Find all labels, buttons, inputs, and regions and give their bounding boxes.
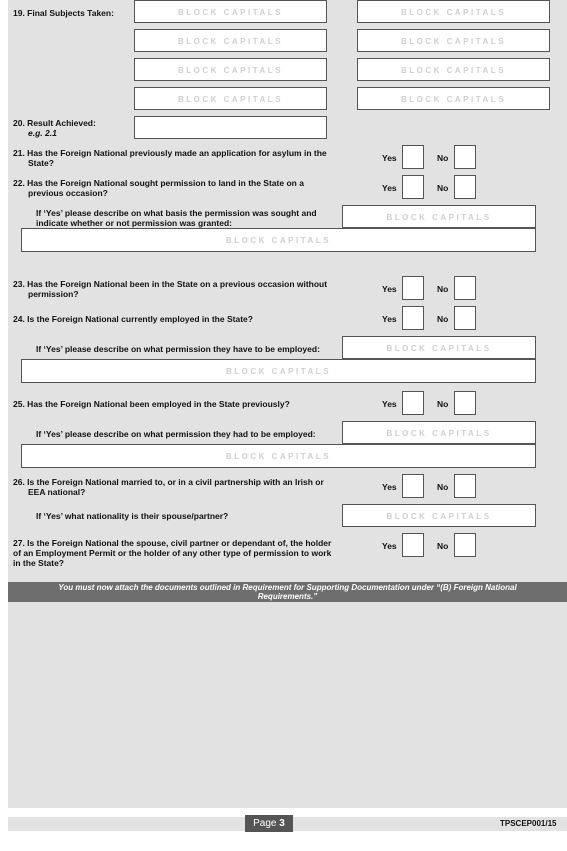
q25-sub: If ‘Yes’ please describe on what permission they had to be employed: (36, 429, 316, 439)
q20-example: e.g. 2.1 (28, 128, 57, 138)
q25-permission-field[interactable]: BLOCK CAPITALS (342, 421, 536, 444)
subject-field-8[interactable]: BLOCK CAPITALS (357, 87, 550, 110)
page-number-badge (245, 815, 293, 832)
q22-label-line1: 22. Has the Foreign National sought permission to land in the State on a (13, 178, 304, 188)
q27-no-checkbox[interactable] (454, 533, 476, 557)
q25-no-label: No (437, 399, 449, 409)
q25-yes-label: Yes (382, 399, 397, 409)
q26-no-label: No (437, 482, 449, 492)
subject-field-4[interactable]: BLOCK CAPITALS (357, 29, 550, 52)
q22-label-line2: previous occasion? (28, 188, 108, 198)
q21-yes-label: Yes (382, 153, 397, 163)
q24-permission-field[interactable]: BLOCK CAPITALS (342, 336, 536, 359)
q21-no-label: No (437, 153, 449, 163)
subject-field-5[interactable]: BLOCK CAPITALS (134, 58, 327, 81)
q23-label-line2: permission? (28, 289, 79, 299)
q24-detail-field[interactable]: BLOCK CAPITALS (21, 359, 536, 383)
banner-line2: Requirements.” (257, 592, 318, 601)
q24-sub: If ‘Yes’ please describe on what permission they have to be employed: (36, 344, 320, 354)
q22-yes-checkbox[interactable] (402, 175, 424, 199)
banner-line1: You must now attach the documents outlined in Requirement for Supporting Documentation under “(B) Foreign National (58, 583, 517, 592)
q27-label-line3: in the State? (13, 558, 65, 568)
q22-no-label: No (437, 183, 449, 193)
q19-label: 19. Final Subjects Taken: (13, 8, 114, 18)
q23-label-line1: 23. Has the Foreign National been in the State on a previous occasion without (13, 279, 328, 289)
q22-detail-field[interactable]: BLOCK CAPITALS (21, 228, 536, 252)
subject-field-2[interactable]: BLOCK CAPITALS (357, 0, 550, 23)
q22-sub-line2: indicate whether or not permission was granted: (36, 218, 233, 228)
subject-field-1[interactable]: BLOCK CAPITALS (134, 0, 327, 23)
q26-yes-label: Yes (382, 482, 397, 492)
q25-label: 25. Has the Foreign National been employed in the State previously? (13, 399, 290, 409)
q26-yes-checkbox[interactable] (402, 474, 424, 498)
q21-label-line1: 21. Has the Foreign National previously made an application for asylum in the (13, 148, 327, 158)
q23-no-label: No (437, 284, 449, 294)
attach-documents-banner (8, 582, 567, 602)
q27-yes-label: Yes (382, 541, 397, 551)
subject-field-7[interactable]: BLOCK CAPITALS (134, 87, 327, 110)
q27-no-label: No (437, 541, 449, 551)
page-word: Page (253, 818, 277, 829)
page-number: 3 (279, 818, 285, 829)
q24-yes-label: Yes (382, 314, 397, 324)
q24-yes-checkbox[interactable] (402, 306, 424, 330)
q27-label-line1: 27. Is the Foreign National the spouse, civil partner or dependant of, the holder (13, 538, 332, 548)
q23-no-checkbox[interactable] (454, 276, 476, 300)
q25-yes-checkbox[interactable] (402, 391, 424, 415)
q23-yes-checkbox[interactable] (402, 276, 424, 300)
q22-sub-line1: If ‘Yes’ please describe on what basis the permission was sought and (36, 208, 317, 218)
q23-yes-label: Yes (382, 284, 397, 294)
q26-sub: If ‘Yes’ what nationality is their spouse/partner? (36, 511, 229, 521)
q24-label: 24. Is the Foreign National currently employed in the State? (13, 314, 253, 324)
q26-nationality-field[interactable]: BLOCK CAPITALS (342, 504, 536, 527)
q22-yes-label: Yes (382, 183, 397, 193)
q25-detail-field[interactable]: BLOCK CAPITALS (21, 444, 536, 468)
q21-no-checkbox[interactable] (454, 145, 476, 169)
subject-field-6[interactable]: BLOCK CAPITALS (357, 58, 550, 81)
q26-label-line1: 26. Is the Foreign National married to, or in a civil partnership with an Irish or (13, 477, 324, 487)
q22-no-checkbox[interactable] (454, 175, 476, 199)
subject-field-3[interactable]: BLOCK CAPITALS (134, 29, 327, 52)
q27-label-line2: of an Employment Permit or the holder of any other type of permission to work (13, 548, 332, 558)
q21-yes-checkbox[interactable] (402, 145, 424, 169)
q22-basis-field[interactable]: BLOCK CAPITALS (342, 205, 536, 228)
q24-no-checkbox[interactable] (454, 306, 476, 330)
q25-no-checkbox[interactable] (454, 391, 476, 415)
q24-no-label: No (437, 314, 449, 324)
q21-label-line2: State? (28, 158, 54, 168)
q20-label: 20. Result Achieved: (13, 118, 96, 128)
q26-label-line2: EEA national? (28, 487, 86, 497)
form-code: TPSCEP001/15 (500, 819, 557, 828)
q27-yes-checkbox[interactable] (402, 533, 424, 557)
result-field[interactable] (134, 116, 327, 139)
q26-no-checkbox[interactable] (454, 474, 476, 498)
